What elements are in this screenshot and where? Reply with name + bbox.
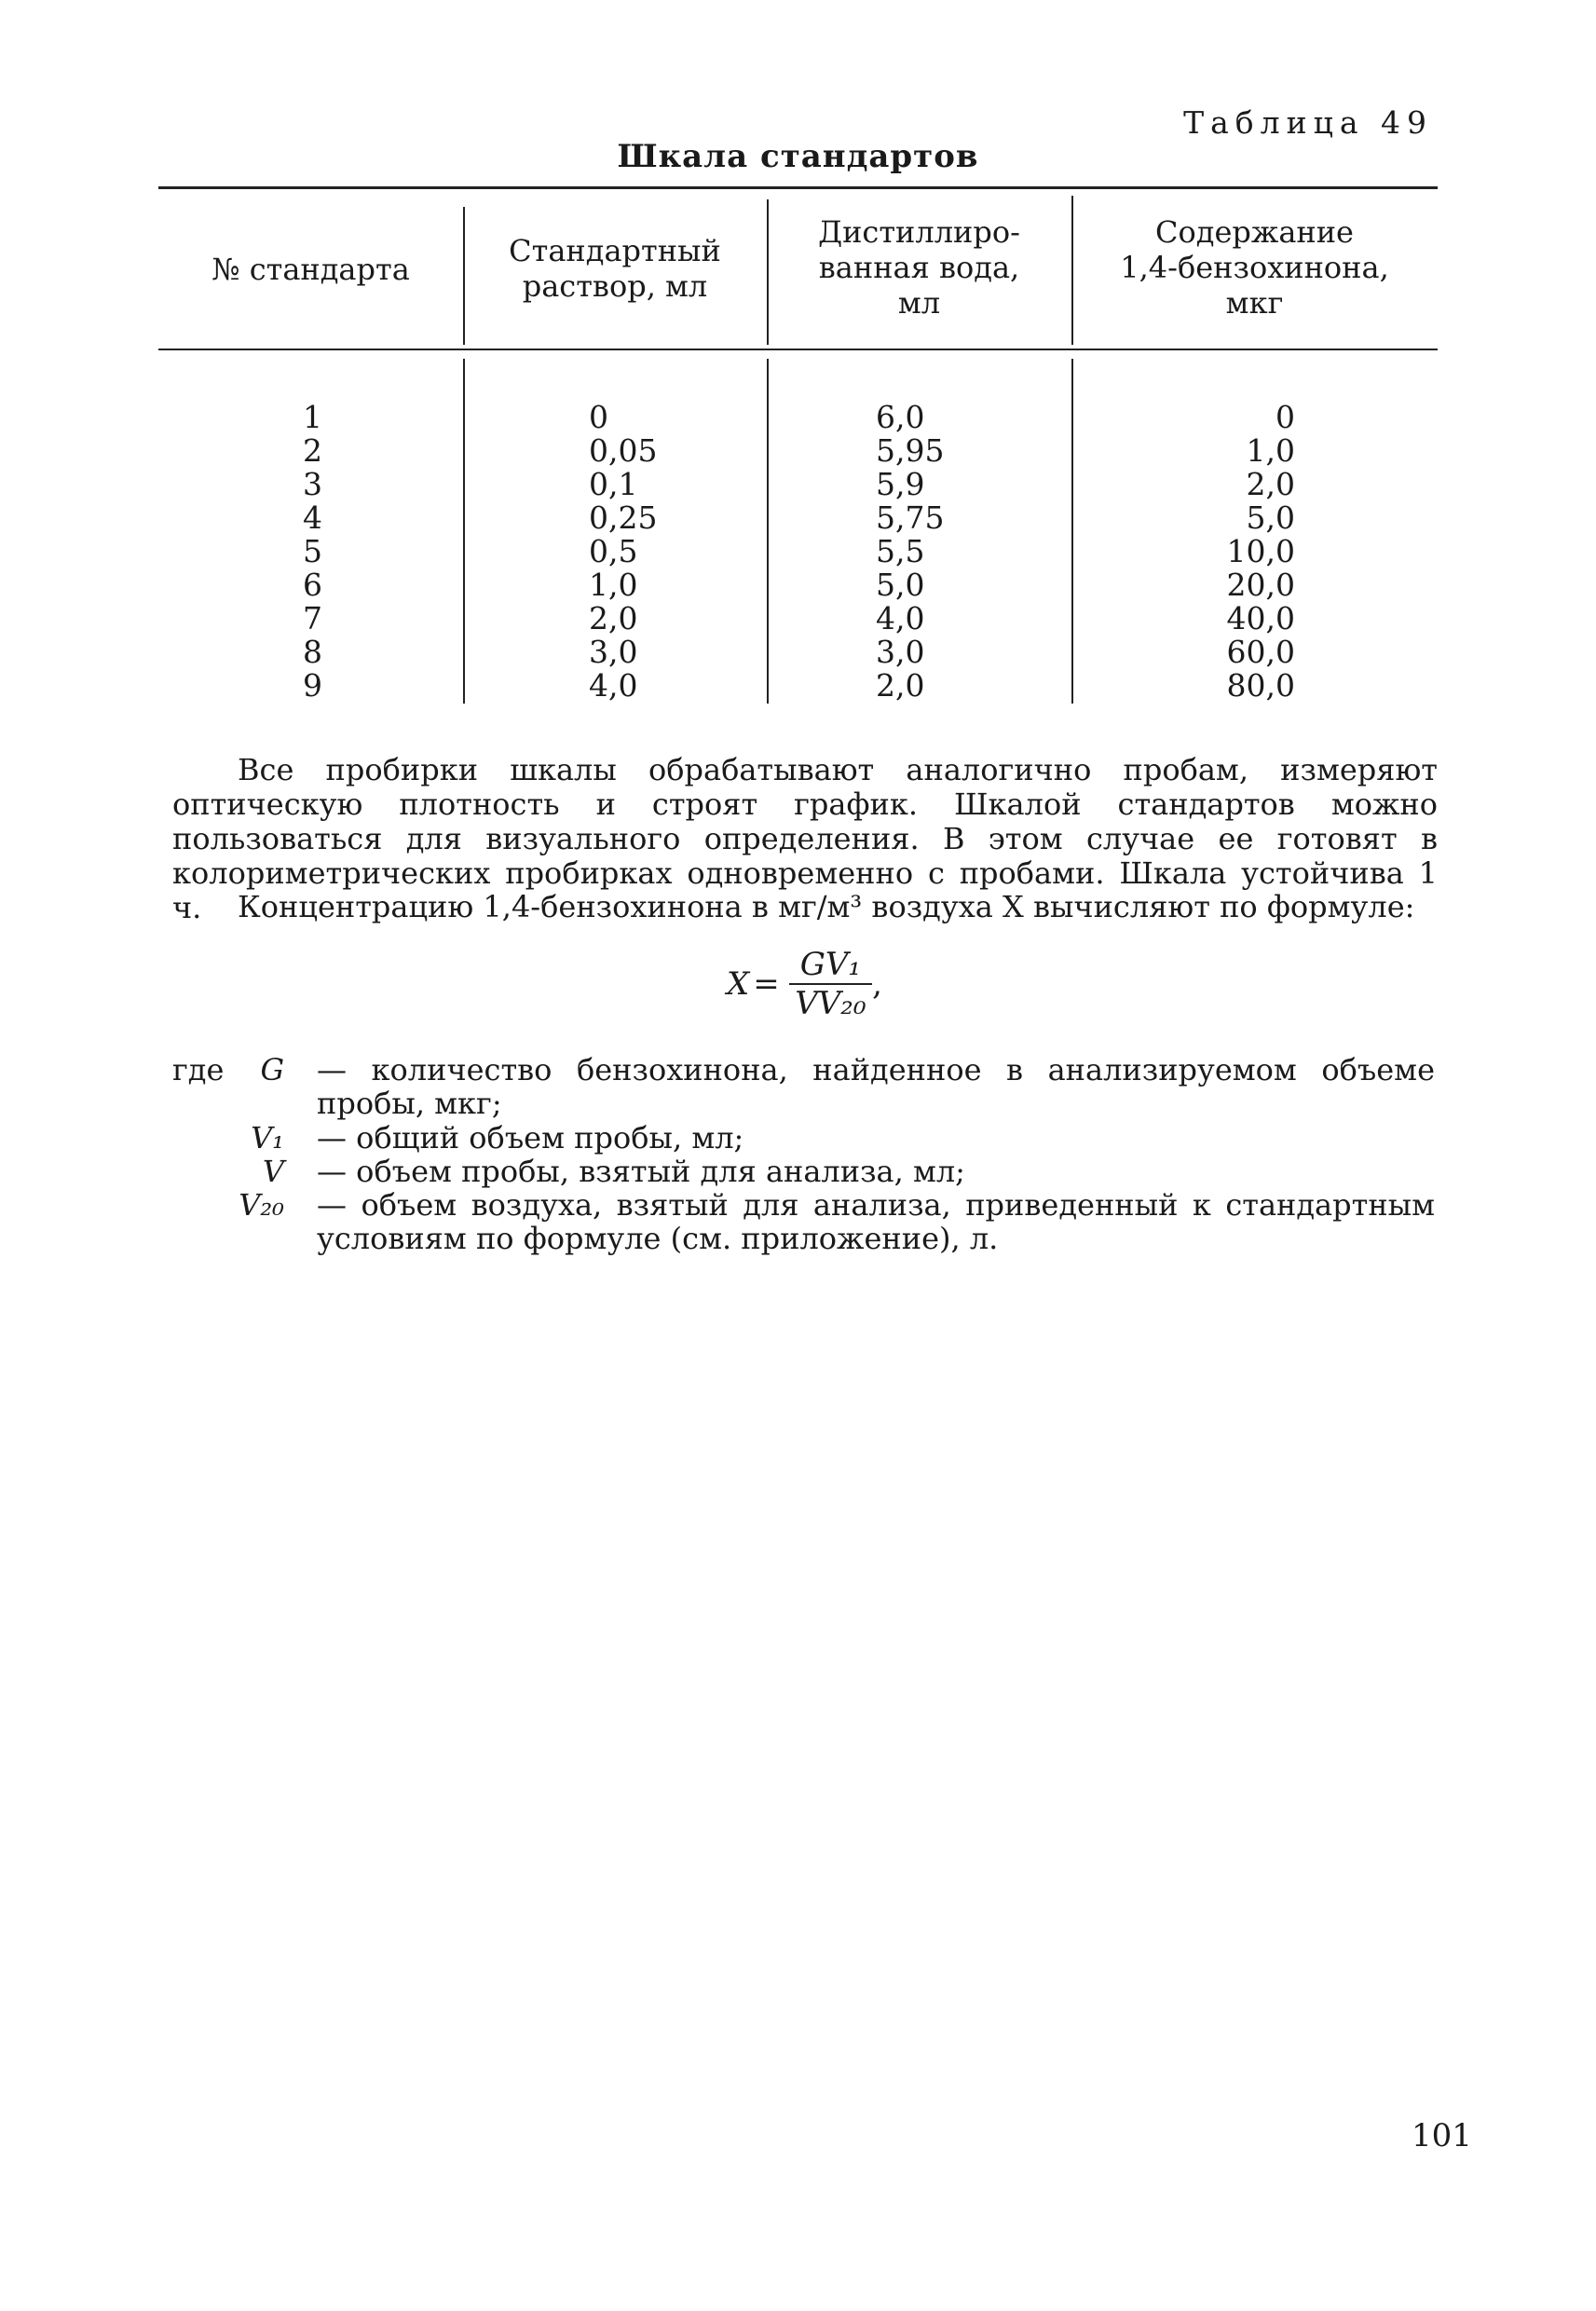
table-cell: 5,95: [876, 432, 945, 469]
table-cell: 4,0: [876, 600, 925, 636]
table-cell: 0,25: [589, 499, 658, 536]
table-cell: 5,0: [876, 567, 925, 603]
column-separator: [463, 359, 465, 704]
legend-item-v20: [172, 1188, 1439, 1263]
column-content: [1193, 401, 1295, 703]
table-cell: 5,9: [876, 466, 925, 502]
table-cell: 0,05: [589, 432, 658, 469]
table-cell: 1: [303, 399, 322, 435]
column-separator: [767, 359, 769, 704]
table-cell: 1,0: [1246, 432, 1295, 469]
table-cell: 5: [303, 533, 322, 569]
table-cell: 40,0: [1226, 600, 1295, 636]
table-cell: 5,75: [876, 499, 945, 536]
table-cell: 2: [303, 432, 322, 469]
legend-item-v: [172, 1155, 1439, 1192]
table-cell: 3,0: [589, 634, 638, 670]
legend-text: — объем пробы, взятый для анализа, мл;: [317, 1154, 965, 1189]
page-number: 101: [1412, 2117, 1472, 2154]
header-cell-number: № стандарта: [211, 252, 410, 287]
table-cell: 60,0: [1226, 634, 1295, 670]
table-cell: 5,5: [876, 533, 925, 569]
legend-symbol: G: [260, 1052, 284, 1087]
legend-text: — количество бензохинона, найденное в анализируемом объеме пробы, мкг;: [317, 1052, 1435, 1121]
table-cell: 20,0: [1226, 567, 1295, 603]
legend-symbol: V: [262, 1154, 284, 1189]
table-top-rule: [158, 186, 1438, 189]
table-cell: 0: [589, 399, 608, 435]
table-cell: 2,0: [1246, 466, 1295, 502]
table-cell: 3,0: [876, 634, 925, 670]
header-cell-standard-solution: Стандартный раствор, мл: [509, 233, 721, 304]
legend-symbol: V₂₀: [239, 1187, 284, 1223]
concentration-formula: [727, 946, 882, 1022]
table-cell: 7: [303, 600, 322, 636]
legend-text: — объем воздуха, взятый для анализа, приведенный к стандартным условиям по формуле (см. приложение), л.: [317, 1187, 1435, 1256]
formula-trail: ,: [872, 965, 882, 1003]
column-separator: [1071, 359, 1073, 704]
table-header-rule: [158, 349, 1438, 350]
column-standard-number: [303, 401, 322, 703]
table-cell: 0,5: [589, 533, 638, 569]
table-cell: 0: [1275, 399, 1295, 435]
column-standard-solution: [589, 401, 657, 703]
formula-fraction: [789, 946, 872, 1022]
table-cell: 6,0: [876, 399, 925, 435]
formula-numerator: GV₁: [789, 946, 872, 985]
table-title: Шкала стандартов: [617, 138, 979, 175]
legend-intro: где: [172, 1052, 225, 1087]
table-cell: 5,0: [1246, 499, 1295, 536]
table-number-label: Таблица 49: [1183, 104, 1433, 141]
header-cell-content: Содержание 1,4-бензохинона, мкг: [1120, 214, 1389, 321]
legend-item-g: [172, 1052, 1439, 1121]
legend-symbol: V₁: [251, 1120, 284, 1156]
formula-equals: =: [753, 965, 780, 1003]
column-distilled-water: [876, 401, 944, 703]
formula-denominator: VV₂₀: [795, 985, 866, 1022]
table-cell: 4: [303, 499, 322, 536]
table-cell: 0,1: [589, 466, 638, 502]
table-cell: 80,0: [1226, 667, 1295, 704]
formula-lhs: X: [727, 965, 750, 1003]
table-cell: 10,0: [1226, 533, 1295, 569]
table-cell: 1,0: [589, 567, 638, 603]
table-cell: 2,0: [589, 600, 638, 636]
legend-item-v1: [172, 1121, 1439, 1158]
table-cell: 2,0: [876, 667, 925, 704]
table-cell: 4,0: [589, 667, 638, 704]
table-cell: 6: [303, 567, 322, 603]
paragraph-concentration: Концентрацию 1,4-бензохинона в мг/м³ воздуха X вычисляют по формуле:: [238, 889, 1415, 924]
legend-text: — общий объем пробы, мл;: [317, 1120, 744, 1156]
table-cell: 3: [303, 466, 322, 502]
table-cell: 9: [303, 667, 322, 704]
table-cell: 8: [303, 634, 322, 670]
paragraph-scale-processing: Все пробирки шкалы обрабатывают аналогично пробам, измеряют оптическую плотность и строят график. Шкалой стандартов можно пользоваться для визуального определения. В этом случае ее готовят в колориметрических пробирках одновременно с пробами. Шкала устойчива 1 ч.: [172, 752, 1438, 925]
header-cell-distilled-water: Дистиллиро- ванная вода, мл: [818, 214, 1020, 321]
